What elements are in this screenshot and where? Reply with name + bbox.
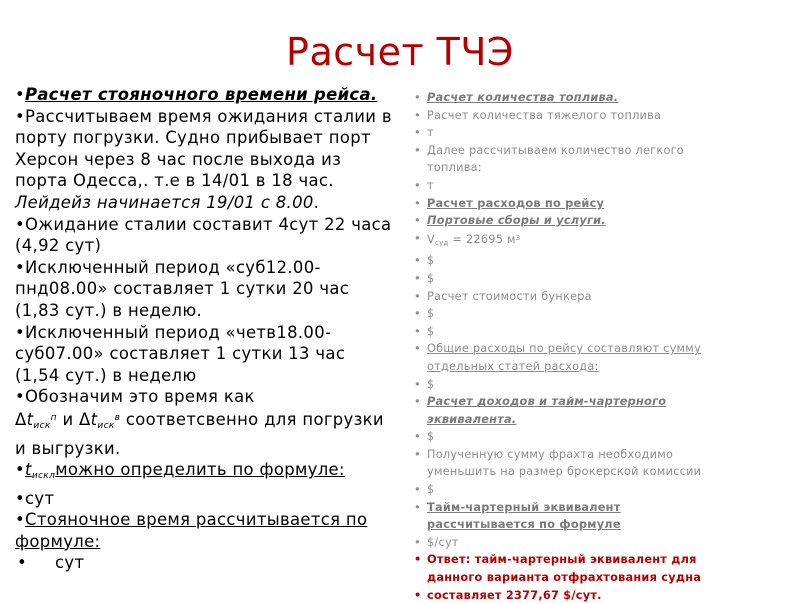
answer-item (412, 551, 732, 586)
bullet: • (15, 257, 26, 277)
list-item-text: $ (427, 307, 435, 321)
answer-item (412, 587, 732, 604)
section-heading: Расчет стояночного времени рейса. (25, 85, 378, 104)
bullet: • (15, 322, 26, 342)
answer-value: составляет 2377,67 $/сут. (427, 588, 602, 602)
list-item-text: Расчет стоимости бункера (427, 289, 592, 303)
list-item-text: Расчет количества тяжелого топлива (427, 108, 662, 122)
list-item (412, 499, 732, 534)
delta-symbol: Δ (15, 409, 27, 429)
bullet: • (17, 553, 28, 573)
list-item (412, 376, 732, 394)
list-item (412, 142, 732, 177)
bullet: • (15, 85, 26, 104)
fuel-heading: Расчет количества топлива. (427, 91, 619, 104)
list-item-text: Полученную сумму фрахта необходимо уменьшить на размер брокерской комиссии (427, 447, 702, 479)
conjunction: и (56, 409, 80, 429)
paragraph-3 (15, 257, 395, 322)
bullet: • (15, 387, 26, 407)
formula-delta-unload (79, 410, 120, 429)
list-item (412, 230, 732, 253)
list-item-text: $ (427, 254, 435, 268)
period: . (313, 192, 320, 212)
heading-paragraph (15, 84, 395, 106)
list-item-text: $ (427, 324, 435, 338)
t-symbol: t (26, 409, 34, 429)
t-excluded-formula (25, 460, 56, 482)
paragraph-7 (15, 488, 395, 510)
left-column (15, 84, 395, 574)
list-item-text: $ (427, 430, 435, 444)
formula-delta-load (15, 410, 57, 429)
list-item (412, 393, 732, 428)
list-item (412, 534, 732, 552)
superscript: в (114, 412, 121, 423)
volume-symbol: V (427, 232, 435, 246)
list-item-text: Далее рассчитываем количество легкого топлива: (427, 143, 684, 175)
list-item-text: $ (427, 377, 435, 391)
bullet: • (15, 488, 26, 508)
bullet: • (15, 510, 26, 530)
paragraph-2-text: Ожидание сталии составит 4сут 22 часа (4,92 сут) (15, 214, 392, 256)
paragraph-8-text: Стояночное время рассчитывается по формуле: (15, 510, 368, 551)
list-item-text: т (427, 126, 434, 140)
paragraph-8 (15, 509, 395, 552)
laydays-note: Лейдейз начинается 19/01 с 8.00 (15, 192, 314, 212)
list-item (412, 107, 732, 125)
paragraph-2 (15, 214, 395, 257)
list-item (412, 323, 732, 341)
total-expenses-text: Общие расходы по рейсу составляют сумму отдельных статей расхода: (427, 342, 702, 373)
paragraph-5-end: соответсвенно для погрузки и выгрузки. (15, 409, 384, 458)
list-item (412, 212, 732, 230)
superscript: п (50, 412, 57, 423)
superscript: 3 (515, 233, 521, 242)
list-item-text: т (427, 178, 434, 192)
list-item-text: $ (427, 271, 435, 285)
t-symbol: t (90, 409, 98, 429)
paragraph-4 (15, 322, 395, 387)
list-item (412, 428, 732, 446)
paragraph-9 (15, 552, 395, 574)
list-item (412, 340, 732, 375)
delta-symbol: Δ (79, 409, 91, 429)
paragraph-3-text: Исключенный период «суб12.00-пнд08.00» составляет 1 сутки 20 час (1,83 сут.) в неделю. (15, 257, 350, 320)
port-fees-heading: Портовые сборы и услуги. (427, 214, 606, 228)
list-item (412, 481, 732, 499)
list-item (412, 288, 732, 306)
subscript: иск (33, 420, 51, 431)
paragraph-5-text: Обозначим это время как (25, 387, 255, 407)
list-item (412, 195, 732, 213)
voyage-expenses-heading: Расчет расходов по рейсу (427, 196, 605, 210)
paragraph-6-text: можно определить по формуле: (55, 460, 345, 480)
bullet: • (15, 214, 26, 234)
bullet: • (15, 460, 26, 480)
subscript: иск (97, 420, 115, 431)
answer-text: Ответ: тайм-чартерный эквивалент для данного варианта отфрахтования судна (427, 553, 702, 585)
list-item-text: $ (427, 483, 435, 497)
paragraph-6 (15, 459, 395, 488)
paragraph-1-text: Рассчитываем время ожидания сталии в порту погрузки. Судно прибывает порт Херсон через 8 час после выхода из порта Одесса,. т.е в 14/01 в 18 час. (15, 106, 392, 191)
list-item (412, 252, 732, 270)
list-item (412, 124, 732, 142)
paragraph-9-text: сут (55, 553, 85, 573)
list-item (412, 177, 732, 195)
list-item (412, 270, 732, 288)
slide-title: Расчет ТЧЭ (286, 30, 514, 74)
right-column (412, 89, 732, 604)
subscript: искл (31, 471, 56, 482)
list-item-text: $/сут (427, 535, 459, 549)
bullet: • (15, 106, 26, 126)
list-item (412, 446, 732, 481)
tce-formula-heading: Тайм-чартерный эквивалент рассчитывается по формуле (427, 500, 621, 532)
volume-value: = 22695 м (448, 232, 516, 246)
list-item (412, 305, 732, 323)
list-item (412, 89, 732, 107)
paragraph-4-text: Исключенный период «четв18.00-суб07.00» составляет 1 сутки 13 час (1,54 сут.) в неделю (15, 322, 346, 385)
income-heading: Расчет доходов и тайм-чартерного эквивалента. (427, 395, 667, 426)
t-symbol: t (25, 460, 32, 480)
calculation-list (412, 89, 732, 604)
subscript: суд (434, 238, 449, 247)
paragraph-7-text: сут (25, 488, 55, 508)
paragraph-5 (15, 386, 395, 459)
paragraph-1 (15, 106, 395, 214)
